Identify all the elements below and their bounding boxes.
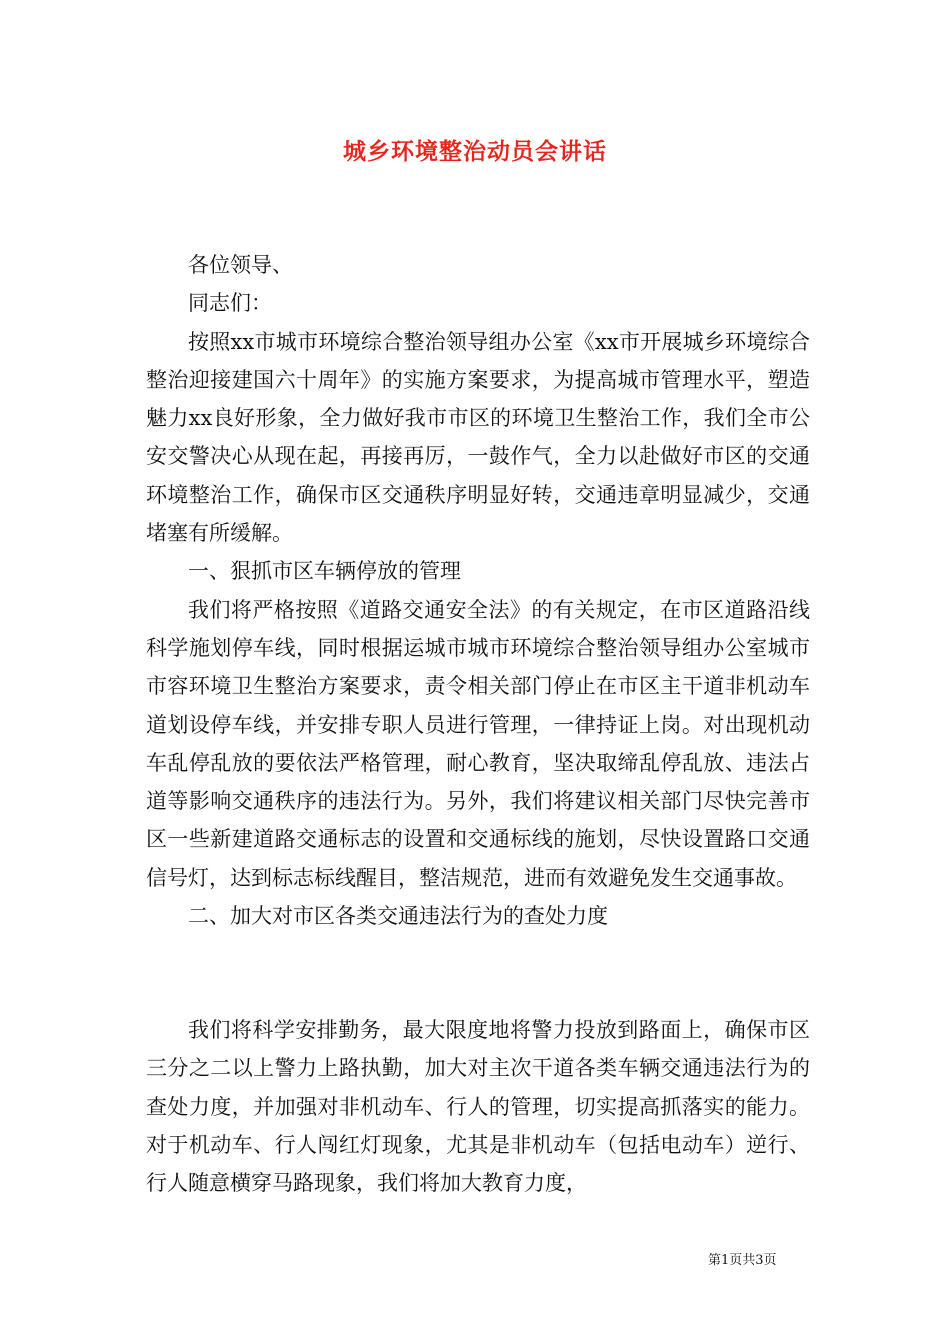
document-body bbox=[146, 246, 810, 935]
section-heading: 一、狠抓市区车辆停放的管理 bbox=[188, 559, 461, 584]
body-paragraph: 我们将科学安排勤务，最大限度地将警力投放到路面上，确保市区三分之二以上警力上路执勤，加大对主次干道各类车辆交通违法行为的查处力度，并加强对非机动车、行人的管理，切实提高抓落实的能力。对于机动车、行人闯红灯现象，尤其是非机动车（包括电动车）逆行、行人随意横穿马路现象，我们将加大教育力度， bbox=[146, 1018, 810, 1196]
salutation-line: 各位领导、 bbox=[188, 253, 293, 277]
document-title: 城乡环境整治动员会讲话 bbox=[343, 138, 607, 165]
salutation-line: 同志们： bbox=[188, 291, 272, 316]
page-number: 第1页共3页 bbox=[708, 1253, 777, 1268]
document-body-continued bbox=[146, 1011, 810, 1202]
body-paragraph: 按照xx市城市环境综合整治领导组办公室《xx市开展城乡环境综合整治迎接建国六十周年》的实施方案要求，为提高城市管理水平，塑造魅力xx良好形象，全力做好我市市区的环境卫生整治工作，我们全市公安交警决心从现在起，再接再厉，一鼓作气，全力以赴做好市区的交通环境整治工作，确保市区交通秩序明显好转，交通违章明显减少，交通堵塞有所缓解。 bbox=[146, 329, 810, 546]
section-heading: 二、加大对市区各类交通违法行为的查处力度 bbox=[188, 904, 608, 929]
body-paragraph: 我们将严格按照《道路交通安全法》的有关规定，在市区道路沿线科学施划停车线，同时根据运城市城市环境综合整治领导组办公室城市市容环境卫生整治方案要求，责令相关部门停止在市区主干道非机动车道划设停车线，并安排专职人员进行管理，一律持证上岗。对出现机动车乱停乱放的要依法严格管理，耐心教育，坚决取缔乱停乱放、违法占道等影响交通秩序的违法行为。另外，我们将建议相关部门尽快完善市区一些新建道路交通标志的设置和交通标线的施划，尽快设置路口交通信号灯，达到标志标线醒目，整洁规范，进而有效避免发生交通事故。 bbox=[146, 597, 810, 890]
